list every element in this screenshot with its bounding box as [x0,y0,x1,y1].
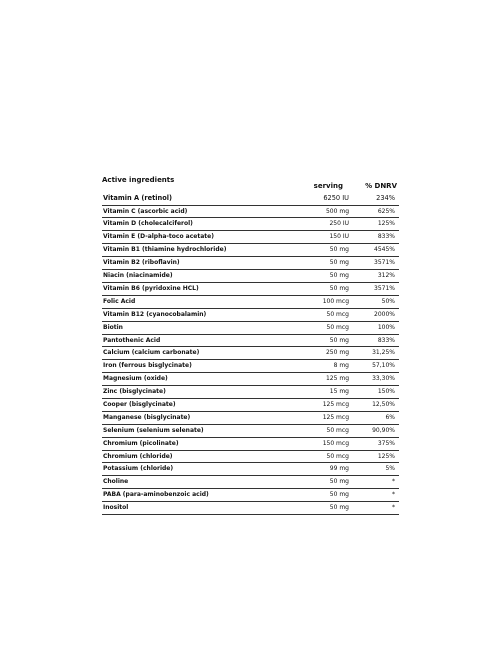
ingredient-name: Selenium (selenium selenate) [103,426,204,434]
ingredient-name: Vitamin B1 (thiamine hydrochloride) [103,246,227,254]
dnrv-value: 100% [377,323,395,331]
ingredient-name: Zinc (bisglycinate) [103,388,166,396]
table-row [102,451,399,464]
serving-amount: 250 IU [329,220,349,228]
ingredients-table [102,192,399,515]
table-row [102,231,399,244]
serving-amount: 50 mg [329,259,349,267]
dnrv-value: 50% [381,297,395,305]
ingredients-panel [102,176,399,512]
table-row [102,399,399,412]
serving-amount: 15 mg [329,388,349,396]
dnrv-value: 833% [377,233,395,241]
ingredient-name: Pantothenic Acid [103,336,161,344]
dnrv-value: 12,50% [372,400,395,408]
serving-amount: 50 mg [329,504,349,512]
dnrv-value: * [392,504,395,512]
ingredient-name: Manganese (bisglycinate) [103,413,191,421]
serving-amount: 99 mg [329,465,349,473]
serving-amount: 8 mg [333,362,349,370]
table-row [102,373,399,386]
serving-amount: 50 mcg [326,323,349,331]
dnrv-value: 90,90% [372,426,395,434]
serving-amount: 50 mg [329,272,349,280]
ingredient-name: Vitamin B6 (pyridoxine HCL) [103,284,199,292]
table-row [102,296,399,309]
table-row [102,322,399,335]
dnrv-value: 375% [377,439,395,447]
ingredient-name: Chromium (picolinate) [103,439,179,447]
ingredient-name: Vitamin B2 (riboflavin) [103,259,180,267]
dnrv-value: 3571% [374,259,395,267]
serving-amount: 100 mcg [322,297,349,305]
dnrv-value: 3571% [374,284,395,292]
serving-amount: 50 mg [329,284,349,292]
table-row [102,489,399,502]
ingredient-name: Vitamin E (D-alpha-toco acetate) [103,233,214,241]
dnrv-value: 312% [377,272,395,280]
dnrv-value: 6% [385,413,395,421]
section-title: Active ingredients [102,176,175,184]
ingredient-name: Vitamin D (cholecalciferol) [103,220,193,228]
serving-amount: 50 mg [329,491,349,499]
ingredient-name: Vitamin A (retinol) [103,194,173,202]
table-row [102,283,399,296]
dnrv-value: 33,30% [372,375,395,383]
dnrv-value: * [392,478,395,486]
ingredient-name: Vitamin C (ascorbic acid) [103,207,188,215]
dnrv-value: * [392,491,395,499]
table-row [102,425,399,438]
table-row [102,438,399,451]
dnrv-value: 150% [377,388,395,396]
table-row [102,463,399,476]
ingredient-name: Vitamin B12 (cyanocobalamin) [103,310,207,318]
table-row [102,270,399,283]
ingredient-name: Calcium (calcium carbonate) [103,349,200,357]
serving-amount: 50 mg [329,336,349,344]
dnrv-value: 833% [377,336,395,344]
serving-amount: 50 mcg [326,310,349,318]
table-row [102,386,399,399]
dnrv-value: 2000% [374,310,395,318]
serving-amount: 500 mg [325,207,349,215]
serving-amount: 50 mg [329,478,349,486]
ingredient-name: Niacin (niacinamide) [103,272,173,280]
serving-amount: 125 mcg [322,413,349,421]
serving-amount: 150 IU [329,233,349,241]
dnrv-value: 625% [377,207,395,215]
serving-amount: 125 mg [325,375,349,383]
table-row [102,476,399,489]
dnrv-value: 125% [377,220,395,228]
ingredient-name: Inositol [103,504,129,512]
serving-amount: 6250 IU [323,194,349,202]
dnrv-value: 57,10% [372,362,395,370]
dnrv-value: 4545% [374,246,395,254]
ingredient-name: Magnesium (oxide) [103,375,168,383]
serving-amount: 50 mcg [326,426,349,434]
serving-header: serving [313,182,343,190]
table-row [102,412,399,425]
dnrv-value: 31,25% [372,349,395,357]
dnrv-value: 5% [385,465,395,473]
serving-amount: 250 mg [325,349,349,357]
table-row [102,347,399,360]
table-row [102,206,399,219]
ingredient-name: Chromium (chloride) [103,452,173,460]
dnrv-header: % DNRV [365,182,397,190]
ingredient-name: Cooper (bisglycinate) [103,400,176,408]
table-row [102,218,399,231]
serving-amount: 125 mcg [322,400,349,408]
table-row [102,335,399,348]
ingredient-name: Folic Acid [103,297,136,305]
ingredient-name: Potassium (chloride) [103,465,174,473]
ingredient-name: Biotin [103,323,123,331]
table-row [102,360,399,373]
ingredient-name: Iron (ferrous bisglycinate) [103,362,192,370]
ingredient-name: PABA (para-aminobenzoic acid) [103,491,209,499]
serving-amount: 50 mcg [326,452,349,460]
serving-amount: 150 mcg [322,439,349,447]
table-row [102,257,399,270]
table-row [102,192,399,206]
dnrv-value: 125% [377,452,395,460]
table-row [102,309,399,322]
ingredient-name: Choline [103,478,129,486]
table-row [102,502,399,515]
table-row [102,244,399,257]
dnrv-value: 234% [376,194,395,202]
serving-amount: 50 mg [329,246,349,254]
